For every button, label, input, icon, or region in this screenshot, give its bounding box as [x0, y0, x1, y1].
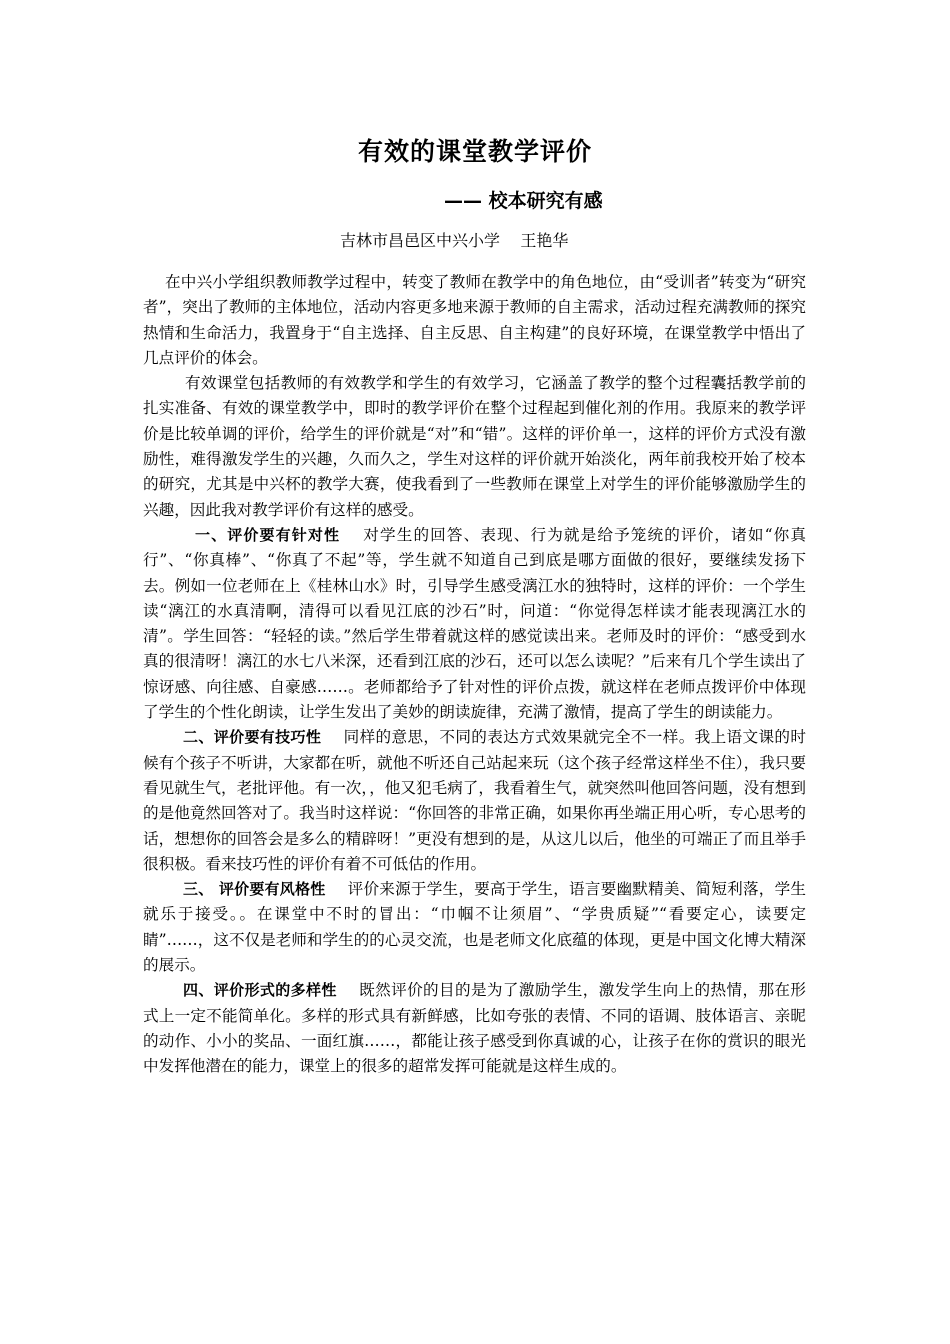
paragraph-section-3	[143, 877, 806, 978]
section-heading: 三、 评价要有风格性	[183, 880, 326, 899]
paragraph-text: 评价来源于学生，要高于学生，语言要幽默精美、简短利落，学生就乐于接受。。在课堂中不时的冒出：“巾帼不让须眉”、“学贵质疑”“看要定心，读要定睛”……，这不仅是老师和学生的的心灵交流，也是老师文化底蕴的体现，更是中国文化博大精深的展示。	[143, 880, 806, 975]
paragraph-effective-classroom	[143, 371, 806, 523]
paragraph-section-2	[143, 725, 806, 877]
paragraph-text: 在中兴小学组织教师教学过程中，转变了教师在教学中的角色地位，由“受训者”转变为“研究者”，突出了教师的主体地位，活动内容更多地来源于教师的自主需求，活动过程充满教师的探究热情和生命活力，我置身于“自主选择、自主反思、自主构建”的良好环境，在课堂教学中悟出了几点评价的体会。	[143, 273, 806, 367]
paragraph-text: 既然评价的目的是为了激励学生，激发学生向上的热情，那在形式上一定不能简单化。多样的形式具有新鲜感，比如夸张的表情、不同的语调、肢体语言、亲昵的动作、小小的奖品、一面红旗……，都能让孩子感受到你真诚的心，让孩子在你的赏识的眼光中发挥他潜在的能力，课堂上的很多的超常发挥可能就是这样生成的。	[143, 981, 806, 1076]
paragraph-text: 同样的意思，不同的表达方式效果就完全不一样。我上语文课的时候有个孩子不听讲，大家都在听，就他不听还自己站起来玩（这个孩子经常这样坐不住），我只要看见就生气，老批评他。有一次，，他又犯毛病了，我看着生气，就突然叫他回答问题，没有想到的是他竟然回答对了。我当时这样说：“你回答的非常正确，如果你再坐端正用心听，专心思考的话，想想你的回答会是多么的精辟呀！”更没有想到的是，从这儿以后，他坐的可端正了而且举手很积极。看来技巧性的评价有着不可低估的作用。	[143, 728, 806, 873]
paragraph-section-1	[143, 523, 806, 725]
document-subtitle: —— 校本研究有感	[444, 190, 603, 212]
paragraph-section-4	[143, 978, 806, 1079]
document-title: 有效的课堂教学评价	[357, 137, 592, 166]
paragraph-intro	[143, 270, 806, 371]
author-line: 吉林市昌邑区中兴小学 王艳华	[340, 231, 569, 250]
section-heading: 一、评价要有针对性	[195, 525, 341, 544]
section-heading: 二、评价要有技巧性	[183, 728, 322, 747]
paragraph-text: 有效课堂包括教师的有效教学和学生的有效学习，它涵盖了教学的整个过程囊括教学前的扎实准备、有效的课堂教学中，即时的教学评价在整个过程起到催化剂的作用。我原来的教学评价是比较单调的评价，给学生的评价就是“对”和“错”。这样的评价单一，这样的评价方式没有激励性，难得激发学生的兴趣，久而久之，学生对这样的评价就开始淡化，两年前我校开始了校本的研究，尤其是中兴杯的教学大赛，使我看到了一些教师在课堂上对学生的评价能够激励学生的兴趣，因此我对教学评价有这样的感受。	[143, 374, 806, 519]
paragraph-text: 对学生的回答、表现、行为就是给予笼统的评价，诸如“你真行”、“你真棒”、“你真了不起”等，学生就不知道自己到底是哪方面做的很好，要继续发扬下去。例如一位老师在上《桂林山水》时，引导学生感受漓江水的独特时，这样的评价：一个学生读“漓江的水真清啊，清得可以看见江底的沙石”时，问道：“你觉得怎样读才能表现漓江水的清”。学生回答：“轻轻的读。”然后学生带着就这样的感觉读出来。老师及时的评价：“感受到水真的很清呀！漓江的水七八米深，还看到江底的沙石，还可以怎么读呢？”后来有几个学生读出了惊讶感、向往感、自豪感……。老师都给予了针对性的评价点拨，就这样在老师点拨评价中体现了学生的个性化朗读，让学生发出了美妙的朗读旋律，充满了激情，提高了学生的朗读能力。	[143, 525, 806, 722]
section-heading: 四、评价形式的多样性	[183, 981, 337, 1000]
article-body	[143, 270, 806, 1080]
